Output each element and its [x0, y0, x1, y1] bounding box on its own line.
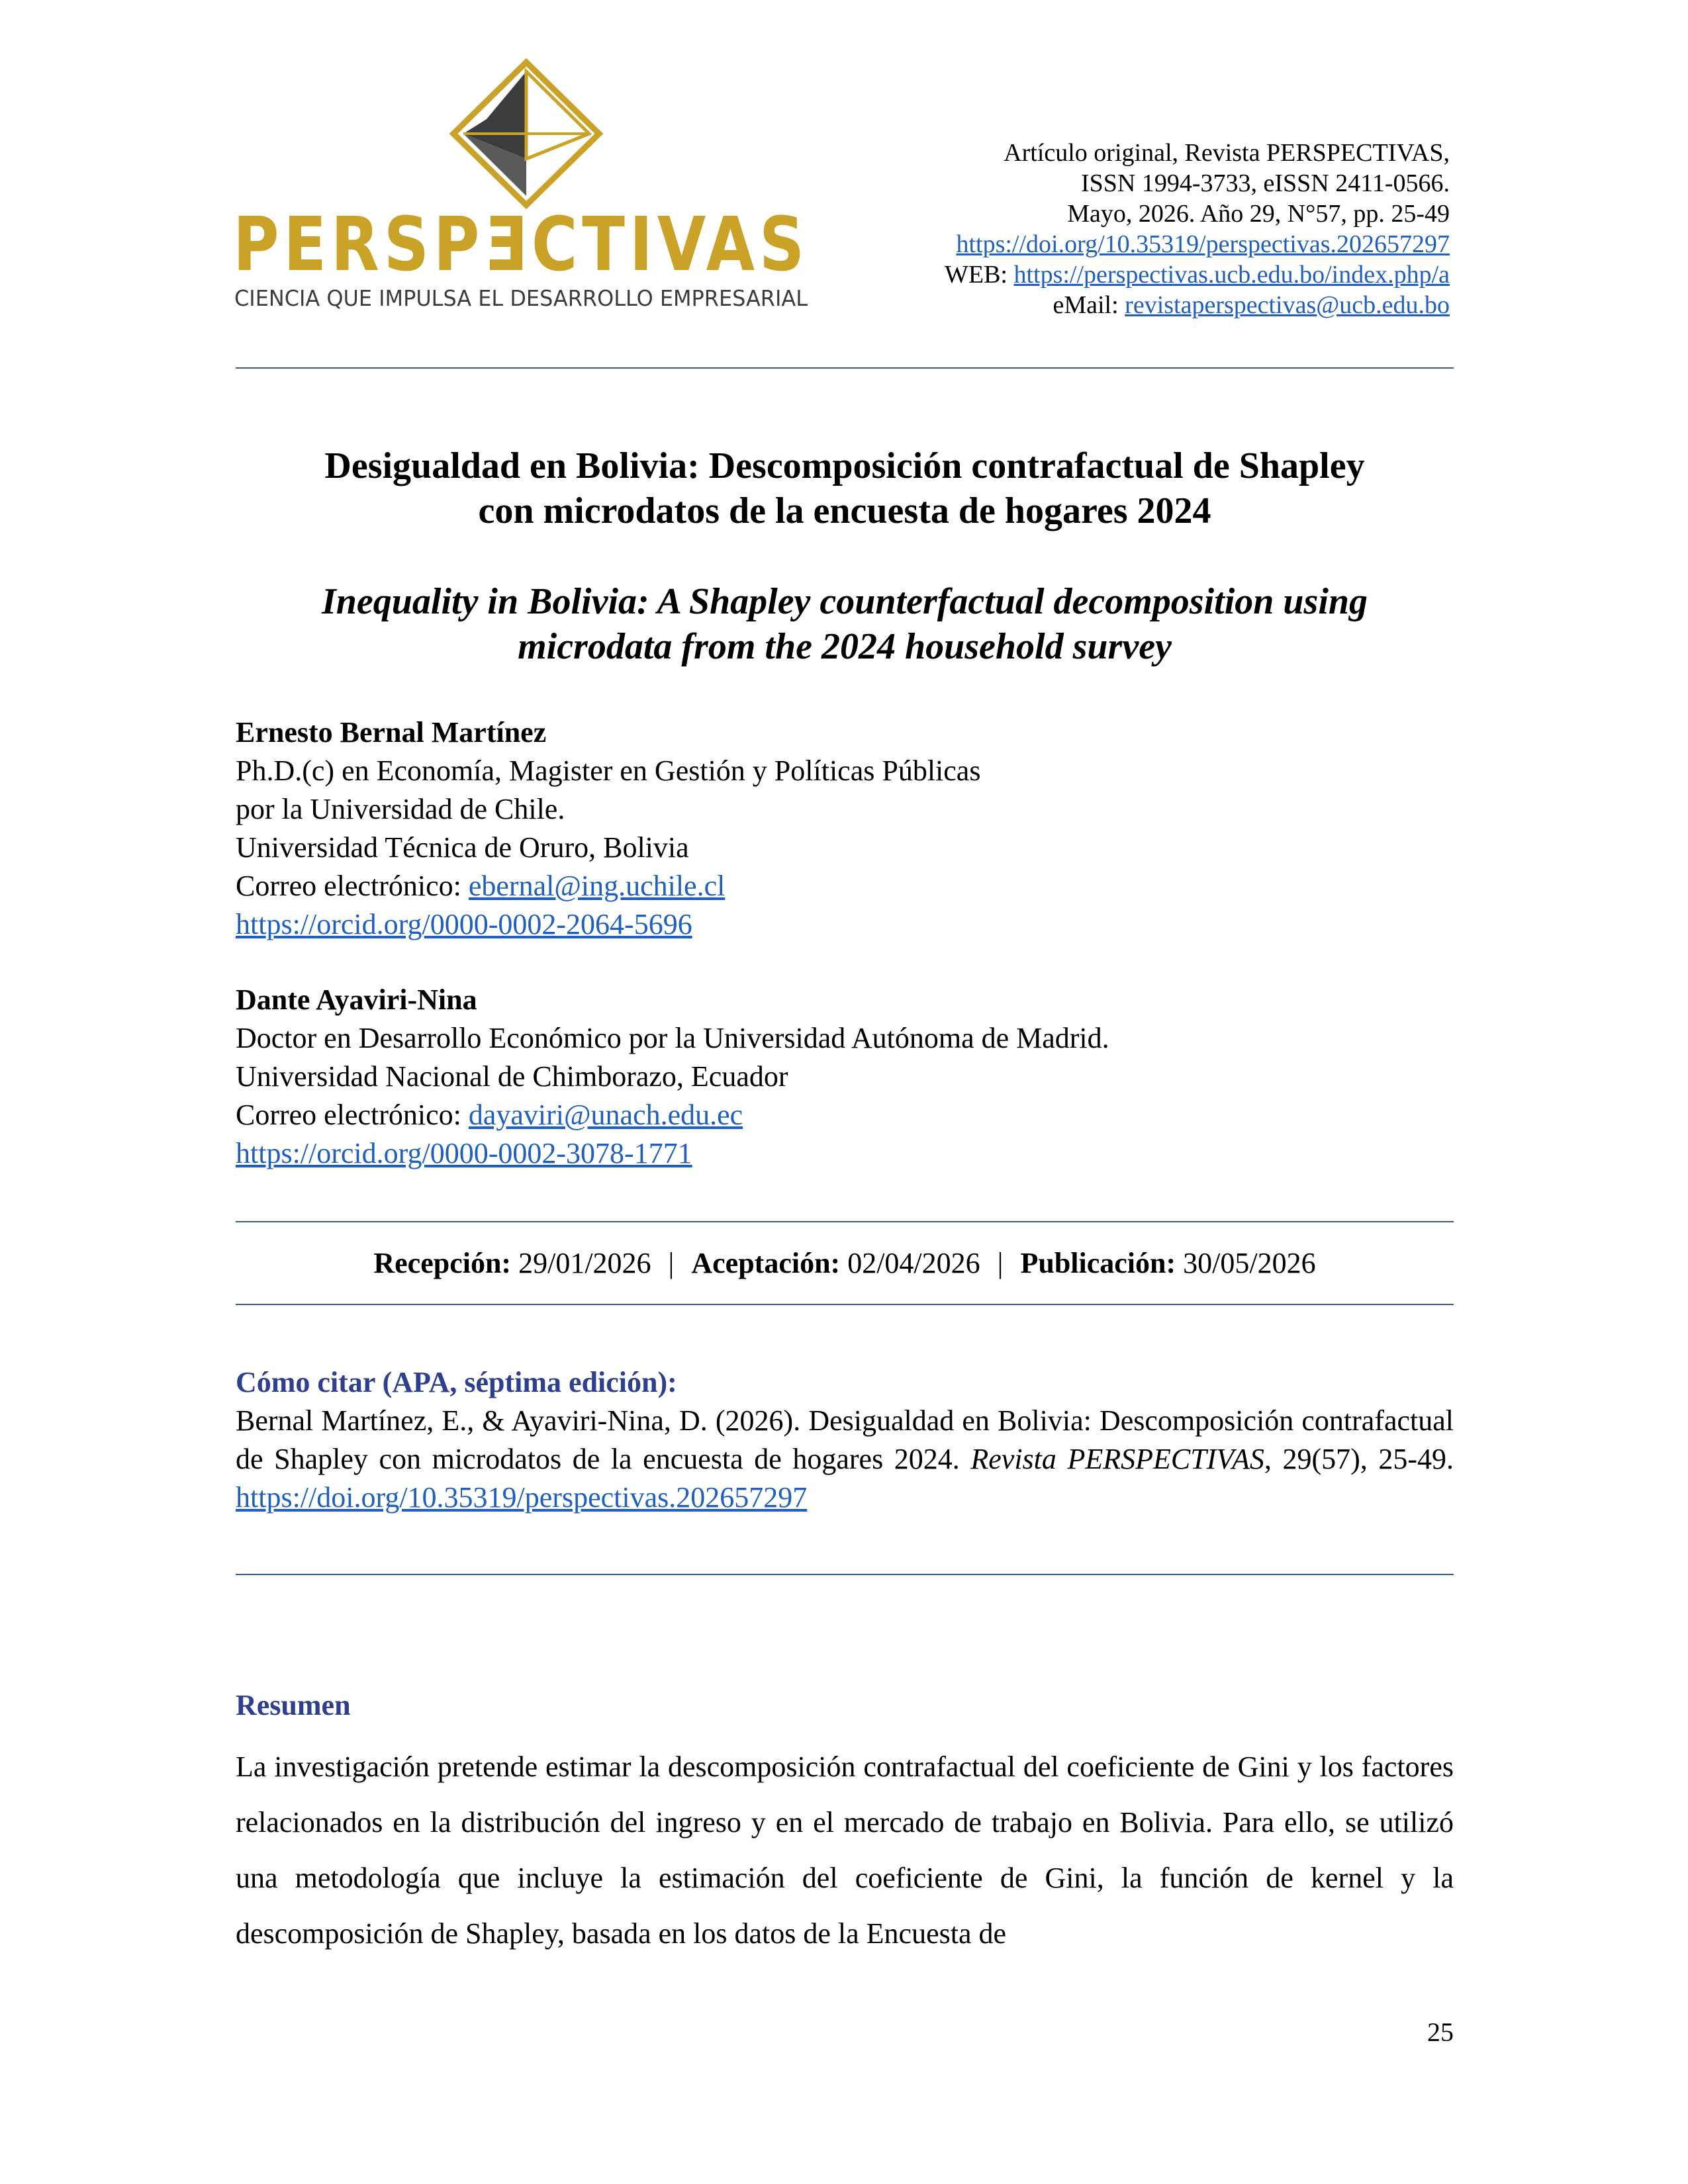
date-separator: | [997, 1247, 1004, 1279]
title-english [236, 579, 1454, 669]
citation-heading: Cómo citar (APA, séptima edición): [236, 1366, 677, 1398]
title-line: Inequality in Bolivia: A Shapley counterfactual decomposition using [321, 581, 1368, 622]
author-block-2 [236, 981, 1454, 1173]
title-line: microdata from the 2024 household survey [518, 626, 1172, 667]
page-number: 25 [1427, 2017, 1454, 2047]
orcid-link[interactable]: https://orcid.org/0000-0002-2064-5696 [236, 908, 692, 940]
web-label: WEB: [944, 261, 1014, 289]
abstract-text: La investigación pretende estimar la descomposición contrafactual del coeficiente de Gini y los factores relacionados en la distribución del ingreso y en el mercado de trabajo en Bolivia. Para ello, se utilizó una metodología que incluye la estimación del coeficiente de Gini, la función de kernel y la descomposición de Shapley, basada en los datos de la Encuesta de [236, 1751, 1454, 1950]
metadata-line: Artículo original, Revista PERSPECTIVAS, [1004, 139, 1450, 167]
orcid-link[interactable]: https://orcid.org/0000-0002-3078-1771 [236, 1137, 692, 1169]
author-degree: Ph.D.(c) en Economía, Magister en Gestión y Políticas Públicas [236, 754, 981, 787]
reception-label: Recepción: [373, 1247, 512, 1279]
author-email-link[interactable]: dayaviri@unach.edu.ec [468, 1099, 743, 1131]
email-label: Correo electrónico: [236, 870, 469, 902]
citation-volume: , 29(57), 25-49. [1264, 1443, 1454, 1475]
reception-date: 29/01/2026 [511, 1247, 651, 1279]
web-link[interactable]: https://perspectivas.ucb.edu.bo/index.php/a [1013, 261, 1450, 289]
diamond-emblem-icon [453, 62, 599, 205]
publication-label: Publicación: [1020, 1247, 1176, 1279]
citation-journal: Revista PERSPECTIVAS [970, 1443, 1264, 1475]
title-line: Desigualdad en Bolivia: Descomposición contrafactual de Shapley [324, 445, 1365, 486]
title-spanish [236, 443, 1454, 533]
citation-doi-link[interactable]: https://doi.org/10.35319/perspectivas.202657297 [236, 1481, 808, 1514]
citation-text [236, 1402, 1454, 1517]
metadata-line: ISSN 1994-3733, eISSN 2411-0566. [1081, 169, 1450, 197]
date-separator: | [668, 1247, 675, 1279]
metadata-line: Mayo, 2026. Año 29, N°57, pp. 25-49 [1067, 200, 1450, 228]
citation-divider [236, 1574, 1454, 1575]
publication-date: 30/05/2026 [1176, 1247, 1316, 1279]
author-degree: Doctor en Desarrollo Económico por la Universidad Autónoma de Madrid. [236, 1022, 1109, 1054]
author-affiliation: Universidad Técnica de Oruro, Bolivia [236, 831, 689, 864]
title-line: con microdatos de la encuesta de hogares 2024 [478, 490, 1211, 531]
dates-bottom-divider [236, 1304, 1454, 1305]
logo-tagline: CIENCIA QUE IMPULSA EL DESARROLLO EMPRESARIAL [234, 285, 808, 311]
citation-body: Bernal Martínez, E., & Ayaviri-Nina, D. (2026). Desigualdad en Bolivia: Descomposición contrafactual de Shapley con microdatos de la encuesta de hogares 2024. [236, 1404, 1454, 1475]
acceptance-label: Aceptación: [691, 1247, 841, 1279]
author-affiliation: Universidad Nacional de Chimborazo, Ecuador [236, 1060, 788, 1093]
author-block-1 [236, 713, 1454, 944]
publication-dates [236, 1244, 1454, 1283]
author-degree: por la Universidad de Chile. [236, 793, 565, 825]
abstract-heading: Resumen [236, 1689, 351, 1721]
email-label: eMail: [1053, 291, 1125, 319]
author-name: Ernesto Bernal Martínez [236, 716, 547, 749]
header-divider [236, 367, 1454, 369]
email-label: Correo electrónico: [236, 1099, 469, 1131]
article-metadata [722, 138, 1450, 320]
logo-wordmark: PERSPƎCTIVAS [233, 202, 809, 288]
doi-link[interactable]: https://doi.org/10.35319/perspectivas.202657297 [956, 230, 1450, 258]
author-name: Dante Ayaviri-Nina [236, 983, 477, 1016]
author-email-link[interactable]: ebernal@ing.uchile.cl [468, 870, 726, 902]
journal-email-link[interactable]: revistaperspectivas@ucb.edu.bo [1125, 291, 1450, 319]
acceptance-date: 02/04/2026 [840, 1247, 980, 1279]
dates-top-divider [236, 1221, 1454, 1222]
